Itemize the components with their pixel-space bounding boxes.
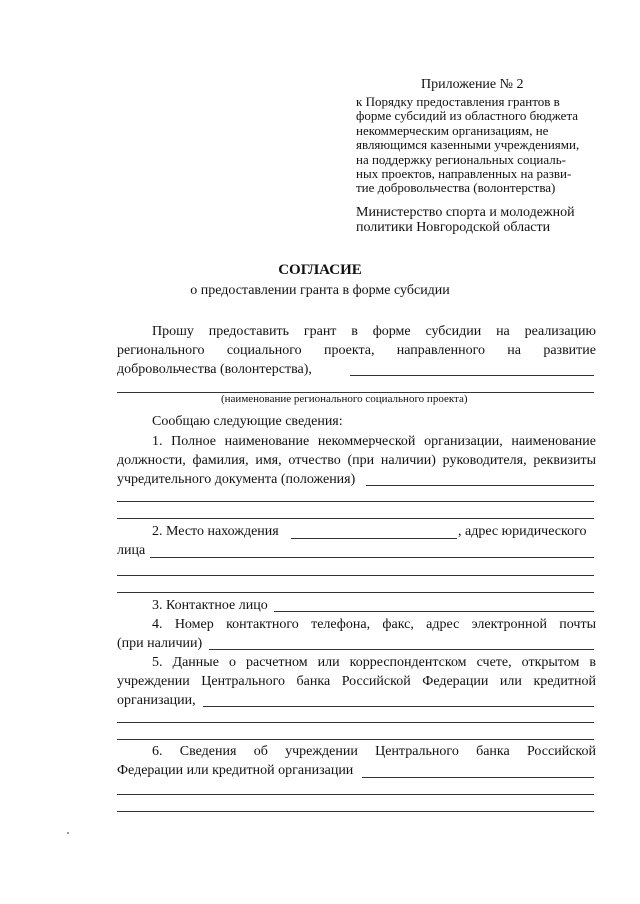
scan-speck <box>67 832 69 834</box>
request-line: Прошу предоставить грант в форме субсидии на реализацию <box>152 324 596 339</box>
contact-phone-field[interactable] <box>209 649 594 650</box>
appendix-line: к Порядку предоставления грантов в <box>356 94 560 109</box>
organization-name-field-continued[interactable] <box>117 501 594 502</box>
appendix-line: тие добровольчества (волонтерства) <box>356 180 556 196</box>
intro-text: Сообщаю следующие сведения: <box>152 414 343 429</box>
bank-account-field-continued[interactable] <box>117 739 594 740</box>
item-3-text: 3. Контактное лицо <box>152 598 268 613</box>
item-4-text: (при наличии) <box>117 636 203 651</box>
bank-institution-field-continued[interactable] <box>117 811 594 812</box>
project-name-caption: (наименование регионального социального проекта) <box>221 393 468 405</box>
project-name-field[interactable] <box>350 375 594 376</box>
bank-account-field-continued[interactable] <box>117 722 594 723</box>
organization-name-field[interactable] <box>366 485 594 486</box>
item-6-text: Федерации или кредитной организации <box>117 763 354 778</box>
item-4-text: 4. Номер контактного телефона, факс, адрес электронной почты <box>152 617 596 632</box>
item-2-text: лица <box>117 543 146 558</box>
ministry-line: политики Новгородской области <box>356 220 551 235</box>
organization-name-field-continued[interactable] <box>117 518 594 519</box>
item-1-text: учредительного документа (положения) <box>117 472 356 487</box>
request-line: регионального социального проекта, направленного на развитие <box>117 343 596 358</box>
legal-address-field[interactable] <box>150 557 594 558</box>
appendix-line: ных проектов, направленных на разви- <box>356 166 572 182</box>
appendix-line: форме субсидий из областного бюджета <box>356 108 579 124</box>
bank-institution-field-continued[interactable] <box>117 794 594 795</box>
item-5-text: учреждении Центрального банка Российской Федерации или кредитной <box>117 674 596 689</box>
appendix-line: некоммерческим организациям, не <box>356 122 549 138</box>
request-line: добровольчества (волонтерства), <box>117 362 312 377</box>
item-1-text: 1. Полное наименование некоммерческой организации, наименование <box>152 434 596 449</box>
item-2-text: , адрес юридического <box>458 524 587 539</box>
item-6-text: 6. Сведения об учреждении Центрального банка Российской <box>152 744 596 759</box>
document-subtitle: о предоставлении гранта в форме субсидии <box>190 283 450 298</box>
addressee-ministry <box>356 205 602 235</box>
document-title: СОГЛАСИЕ <box>278 262 362 278</box>
item-5-text: 5. Данные о расчетном или корреспондентском счете, открытом в <box>152 655 596 670</box>
appendix-line: являющимся казенными учреждениями, <box>356 137 580 153</box>
location-field[interactable] <box>291 538 457 539</box>
legal-address-field-continued[interactable] <box>117 592 594 593</box>
ministry-line: Министерство спорта и молодежной <box>356 205 575 220</box>
item-5-text: организации, <box>117 693 196 708</box>
item-1-text: должности, фамилия, имя, отчество (при наличии) руководителя, реквизиты <box>117 453 596 468</box>
appendix-reference <box>356 95 602 196</box>
bank-institution-field[interactable] <box>362 777 594 778</box>
appendix-line: на поддержку региональных социаль- <box>356 151 566 167</box>
bank-account-field[interactable] <box>203 706 594 707</box>
item-2-text: 2. Место нахождения <box>152 524 279 539</box>
contact-person-field[interactable] <box>274 611 594 612</box>
legal-address-field-continued[interactable] <box>117 575 594 576</box>
appendix-title: Приложение № 2 <box>421 77 524 92</box>
